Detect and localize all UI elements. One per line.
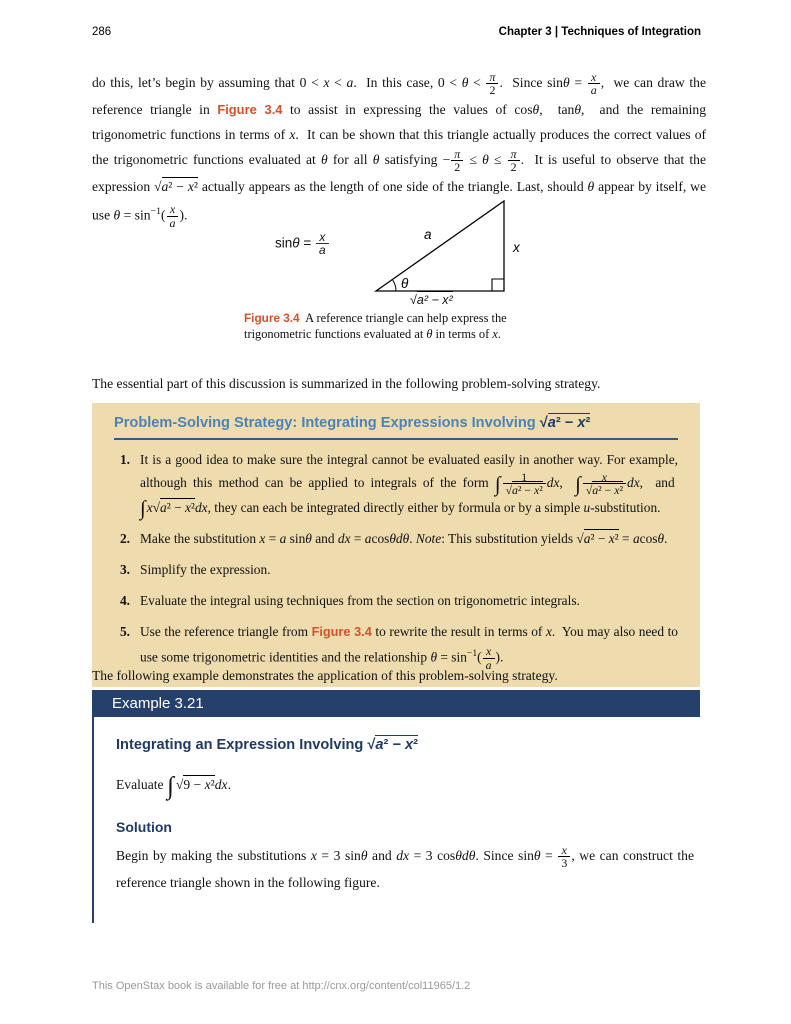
chapter-title: Chapter 3 | Techniques of Integration [498,26,701,38]
step-text: Use the reference triangle from Figure 3.4 to rewrite the result in terms of x. You may also need to use some trigonometric identities and the relationship $\theta = \sin^{-1}$( $\frac{x}{a}$ ). [140,623,678,672]
page-number: 286 [92,26,112,38]
step-number: 5. [119,623,130,639]
step-number: 1. [119,452,130,467]
figure-caption-text: A reference triangle can help express the trigonometric functions evaluated at θ in terms of x. [244,311,507,341]
vertical-side-label: x [513,240,520,255]
strategy-title: Problem-Solving Strategy: Integrating Expressions Involving √a² − x² [114,415,678,440]
example-3-21 [92,690,700,923]
right-angle-marker [492,279,504,291]
example-title: Integrating an Expression Involving √a² − x² [116,737,419,753]
page-header [92,26,701,38]
reference-triangle-diagram [370,197,535,297]
problem-solving-strategy-box [92,403,700,687]
base-side-label: √a² − x² [410,293,453,307]
example-body [92,717,700,923]
hypotenuse-label: a [424,227,432,242]
figure-equation: sinθ = $\frac{x}{a}$ [275,231,330,257]
strategy-step-2 [114,528,678,550]
angle-arc [392,280,396,292]
step-number: 2. [119,530,130,546]
figure-caption [244,311,520,342]
intro-paragraph: do this, let’s begin by assuming that 0 < x < a. In this case, 0 < θ < $\frac{\pi}{2}$ . Since sinθ = $\frac{x}{a}$ , we can draw the reference triangle in Figure 3.4 to assist in expressing the values of cosθ, tanθ, and the remaining trigonometric functions in terms of x. It can be shown that this triangle actually produces the correct values of the trigonometric functions evaluated at θ for all θ satisfying − $\frac{\pi}{2}$ ≤ θ ≤ $\frac{\pi}{2}$ . It is useful to observe that the expression √a² − x² actually appears as the length of one side of the triangle. Last, should θ appear by itself, we use $\theta = \sin^{-1}$( $\frac{x}{a}$ ). [92,69,707,230]
step-text: Simplify the expression. [140,561,271,577]
step-text: It is a good idea to make sure the integral cannot be evaluated easily in another way. For example, although this method can be applied to integrals of the form ∫ $\frac{1}{\text{√a² − x²}}$ dx, ∫ $\frac{x}{\text{√a² − x²}}$ dx, and ∫x√a² − x²dx, they can each be integrated directly either by formula or by a simple u-substitution. [140,452,678,521]
figure-3-4 [92,197,706,309]
solution-heading: Solution [116,819,172,835]
example-header-bar [92,690,700,717]
step-text: Evaluate the integral using techniques from the section on trigonometric integrals. [140,592,580,608]
example-problem-statement: Evaluate ∫ √9 − x²dx. [116,772,231,800]
example-label: Example 3.21 [112,695,204,712]
step-number: 4. [119,592,130,608]
figure-caption-number: Figure 3.4 [244,312,300,325]
example-lead-paragraph: The following example demonstrates the application of this problem-solving strategy. [92,668,558,683]
angle-label: θ [401,276,409,291]
footer-attribution: This OpenStax book is available for free at http://cnx.org/content/col11965/1.2 [92,980,471,992]
step-number: 3. [119,561,130,577]
strategy-step-4 [114,590,678,612]
strategy-step-3 [114,559,678,581]
step-text: Make the substitution x = a sinθ and dx = acosθdθ. Note: This substitution yields √a² − x² = acosθ. [140,530,668,546]
summary-paragraph: The essential part of this discussion is summarized in the following problem-solving strategy. [92,376,601,391]
solution-text: Begin by making the substitutions x = 3 sinθ and dx = 3 cosθdθ. Since sinθ = $\frac{x}{3}$ , we can construct the reference triangle shown in the following figure. [116,842,694,890]
strategy-step-1 [114,449,678,519]
